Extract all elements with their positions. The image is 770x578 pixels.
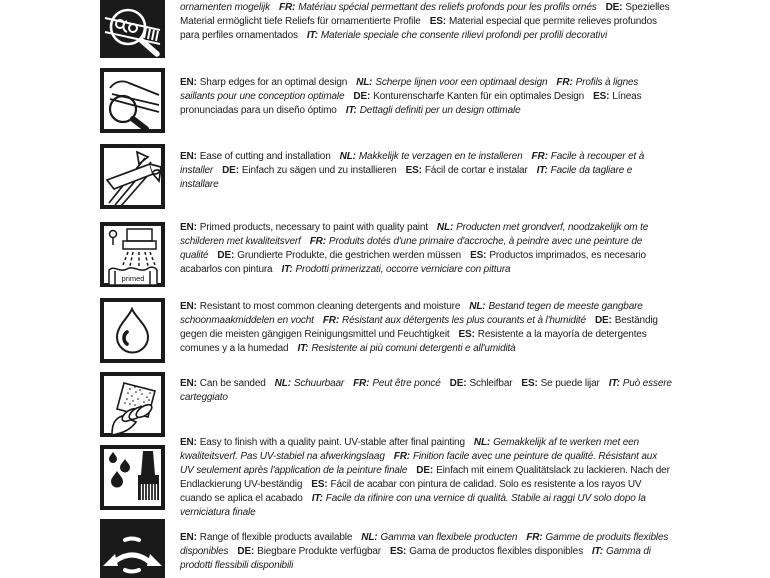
feature-es: Resistente a la mayoría de detergentes comunes y a la humedad [180,329,647,354]
feature-nl: Gamma van flexibele producten [380,532,518,543]
feature-it: Resistente ai più comuni detergenti e all'umidità [311,343,516,354]
lang-label-nl: NL: [361,532,378,543]
feature-de: Grundierte Produkte, die gestrichen werden müssen [237,250,462,261]
feature-fr: Peut être poncé [372,378,441,389]
lang-label-nl: NL: [473,437,491,448]
lang-label-de: DE: [217,250,235,261]
lang-label-it: IT: [536,165,548,176]
feature-es: Líneas pronunciadas para un diseño óptimo [180,91,642,116]
lang-label-es: ES: [521,378,538,389]
feature-de: Beständig gegen die meisten gängigen Reinigungsmittel und Feuchtigkeit [180,315,658,340]
lang-label-fr: FR: [556,77,573,88]
lang-label-nl: NL: [469,301,486,312]
feature-it: Facile da rifinire con una vernice di qualità. Stabile ai raggi UV solo dopo la verniciatura finale [180,493,646,518]
segment-es [406,165,528,176]
lang-label-it: IT: [345,105,357,116]
segment-en [180,222,428,233]
feature-es: Gama de productos flexibles disponibles [409,546,583,557]
lang-label-en: EN: [180,301,197,312]
segment-de [450,378,513,389]
lang-label-es: ES: [458,329,475,340]
segment-en [180,77,347,88]
feature-nl: Bestand tegen de meeste gangbare schoonmaakmiddelen en vocht [180,301,643,326]
lang-label-nl: NL: [436,222,454,233]
lang-label-nl: NL: [339,151,356,162]
feature-en: Easy to finish with a quality paint. UV-stable after final painting [199,437,465,448]
lang-label-de: DE: [605,2,623,13]
segment-en [180,151,331,162]
lang-label-fr: FR: [309,236,326,247]
feature-de: Einfach mit einem Qualitätslack zu lackieren. Nach der Endlackierung UV-beständig [180,465,670,490]
feature-it: Gamma di prodotti flessibili disponibili [180,546,651,571]
lang-label-it: IT: [306,30,318,41]
lang-label-it: IT: [297,343,309,354]
feature-es: Fácil de acabar con pintura de calidad. Solo es resistente a los rayos UV cuando se aplica el acabado [180,479,642,504]
lang-label-de: DE: [449,378,467,389]
lang-label-de: DE: [237,546,255,557]
feature-de: Biegbare Produkte verfügbar [257,546,381,557]
feature-text [180,150,672,192]
feature-nl: ornamenten mogelijk [180,2,270,13]
segment-it [281,264,510,275]
segment-de [353,91,584,102]
feature-nl: Schuurbaar [293,378,345,389]
sharp-edges-icon [100,68,165,133]
segment-fr [323,315,586,326]
feature-it: Dettagli definiti per un design ottimale [359,105,521,116]
feature-it: Prodotti primerizzati, occorre verniciare con pittura [295,264,511,275]
lang-label-es: ES: [470,250,487,261]
flex-arrow-icon [100,519,165,578]
lang-label-fr: FR: [322,315,340,326]
feature-fr: Résistant aux détergents les plus courants et à l'humidité [342,315,586,326]
feature-it: Può essere carteggiato [180,378,672,403]
segment-nl [275,378,344,389]
sanding-hand-icon [100,372,165,437]
feature-fr: Profils à lignes saillants pour une conception optimale [180,77,639,102]
feature-en: Resistant to most common cleaning detergents and moisture [199,301,461,312]
feature-text [180,76,672,118]
feature-text [180,436,672,520]
segment-it [307,30,607,41]
lang-label-de: DE: [594,315,612,326]
primed-label: primed [121,274,145,283]
segment-de [222,165,396,176]
feature-text [180,377,672,405]
lang-label-en: EN: [180,378,197,389]
saw-cutting-icon [100,144,165,209]
feature-text [180,300,672,356]
lang-label-de: DE: [222,165,239,176]
segment-de [217,250,461,261]
feature-es: Se puede lijar [540,378,600,389]
feature-nl: Producten met grondverf, noodzakelijk om te schilderen met kwaliteitsverf [180,222,649,247]
segment-en [180,532,352,543]
lang-label-nl: NL: [356,77,373,88]
feature-es: Fácil de cortar e instalar [424,165,528,176]
segment-de [237,546,381,557]
lang-label-es: ES: [593,91,610,102]
feature-de: Einfach zu sägen und zu installieren [241,165,397,176]
feature-it: Facile da tagliare e installare [180,165,633,190]
water-drop-icon [100,298,165,363]
feature-es: Productos imprimados, es necesario acabarlos con pintura [180,250,646,275]
feature-nl: Scherpe lijnen voor een optimaal design [375,77,548,88]
segment-fr [279,2,597,13]
lang-label-de: DE: [416,465,434,476]
feature-fr: Produits dotés d'une primaire d'accroche, à peindre avec une peinture de qualité [180,236,643,261]
lang-label-en: EN: [180,532,197,543]
feature-en: Primed products, necessary to paint with quality paint [199,222,428,233]
primer-spray-icon [100,222,165,287]
feature-fr: Gamme de produits flexibles disponibles [180,532,669,557]
lang-label-fr: FR: [393,451,410,462]
lang-label-fr: FR: [531,151,548,162]
feature-fr: Matériau spécial permettant des reliefs profonds pour les profils ornés [298,2,597,13]
feature-de: Spezielles Material ermöglicht tiefe Reliefs für ornamentierte Profile [180,2,670,27]
segment-es [521,378,599,389]
feature-es: Material especial que permite relieves profundos para perfiles ornamentados [180,16,657,41]
feature-it: Materiale speciale che consente rilievi profondi per profili decorativi [320,30,608,41]
feature-fr: Facile à recouper et à installer [180,151,645,176]
segment-fr [353,378,441,389]
feature-text [180,0,672,43]
lang-label-en: EN: [180,437,197,448]
lang-label-es: ES: [429,16,446,27]
lang-label-it: IT: [281,264,293,275]
feature-text [180,221,672,277]
paint-drops-brush-icon [100,445,165,510]
lang-label-it: IT: [591,546,603,557]
feature-fr: Finition facile avec une peinture de qualité. Résistant aux UV seulement après l'application de la peinture finale [180,451,658,476]
feature-de: Schleifbar [469,378,513,389]
segment-en [180,301,460,312]
feature-nl: Gemakkelijk af te werken met een kwaliteitsverf. Pas UV-stabiel na afwerkingslaag [180,437,639,462]
lang-label-de: DE: [353,91,371,102]
lang-label-fr: FR: [526,532,543,543]
segment-en [180,437,465,448]
feature-en: Range of flexible products available [199,532,353,543]
lang-label-es: ES: [311,479,328,490]
segment-nl [356,77,547,88]
ornament-relief-icon [100,0,165,58]
lang-label-en: EN: [180,151,197,162]
lang-label-es: ES: [389,546,407,557]
segment-it [297,343,515,354]
lang-label-en: EN: [180,222,197,233]
segment-es [390,546,583,557]
lang-label-it: IT: [608,378,620,389]
lang-label-fr: FR: [353,378,370,389]
lang-label-es: ES: [405,165,422,176]
segment-nl [361,532,517,543]
segment-it [346,105,521,116]
lang-label-fr: FR: [278,2,296,13]
feature-text [180,531,672,573]
feature-de: Konturenscharfe Kanten für ein optimales Design [373,91,585,102]
feature-en: Can be sanded [199,378,266,389]
lang-label-en: EN: [180,77,197,88]
segment-nl [340,151,523,162]
segment-en [180,378,266,389]
feature-en: Ease of cutting and installation [199,151,331,162]
feature-en: Sharp edges for an optimal design [199,77,348,88]
lang-label-nl: NL: [274,378,291,389]
lang-label-it: IT: [311,493,323,504]
feature-nl: Makkelijk te verzagen en te installeren [358,151,523,162]
